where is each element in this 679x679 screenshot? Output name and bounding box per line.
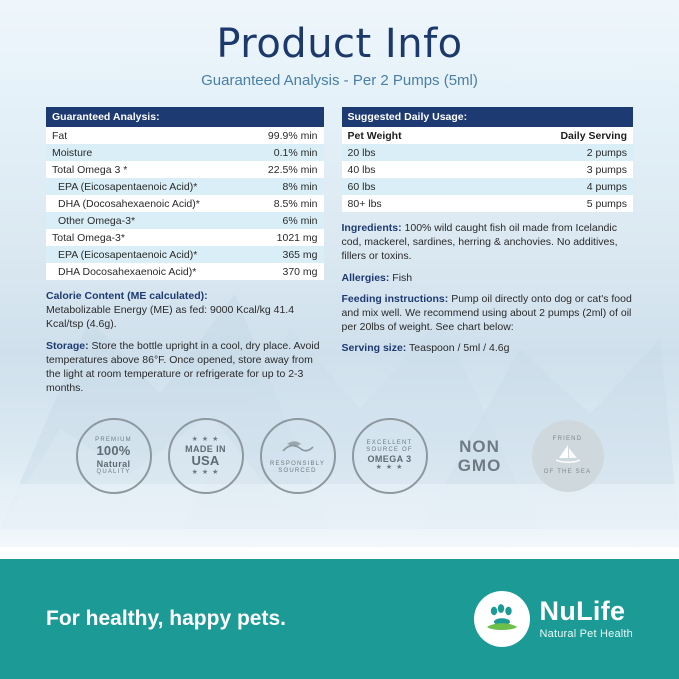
badge-premium-quality xyxy=(76,418,152,494)
ga-label: Fat xyxy=(46,127,246,144)
left-column xyxy=(46,107,324,402)
paw-logo-icon xyxy=(474,591,530,647)
storage-block xyxy=(46,339,324,396)
badge-usa-mid: USA xyxy=(191,452,220,468)
badge-omega-top: EXCELLENT xyxy=(366,440,413,447)
usage-weight: 60 lbs xyxy=(342,178,475,195)
table-row xyxy=(342,195,633,212)
usage-heading: Suggested Daily Usage: xyxy=(342,107,633,127)
ga-value: 370 mg xyxy=(246,263,323,280)
table-row xyxy=(46,161,324,178)
usage-weight: 80+ lbs xyxy=(342,195,475,212)
badge-sea-bottom: OF THE SEA xyxy=(543,469,592,476)
ga-value: 365 mg xyxy=(246,246,323,263)
badge-premium-top: PREMIUM xyxy=(95,436,132,443)
usage-col-weight: Pet Weight xyxy=(342,127,475,144)
allergies-text: Fish xyxy=(389,271,413,284)
fish-wave-icon xyxy=(281,438,315,458)
brand-text xyxy=(540,598,633,640)
page-subtitle: Guaranteed Analysis - Per 2 Pumps (5ml) xyxy=(201,72,478,89)
page-title: Product Info xyxy=(216,21,463,67)
ga-label: DHA Docosahexaenoic Acid)* xyxy=(46,263,246,280)
allergies-label: Allergies: xyxy=(341,271,390,284)
usage-serving: 4 pumps xyxy=(475,178,633,195)
ga-value: 0.1% min xyxy=(246,144,323,161)
table-row xyxy=(46,127,324,144)
storage-text: Store the bottle upright in a cool, dry place. Avoid temperatures above 86°F. Once opened, store away from the light at room temperature or refrigerate for up to 2-3 months. xyxy=(46,339,320,395)
badge-omega-mid: OMEGA 3 xyxy=(367,453,412,464)
ingredients-text: 100% wild caught fish oil made from Icelandic cod, mackerel, sardines, herring & anchovies. No additives, fillers or toxins. xyxy=(341,222,618,263)
ga-label: Other Omega-3* xyxy=(46,212,246,229)
certification-badges xyxy=(0,418,679,494)
badge-premium-mid: Natural xyxy=(96,458,131,469)
ga-label: EPA (Eicosapentaenoic Acid)* xyxy=(46,246,246,263)
brand-name: NuLife xyxy=(539,596,626,626)
table-header-row xyxy=(46,107,324,127)
usage-serving: 2 pumps xyxy=(475,144,633,161)
usage-column-headers xyxy=(342,127,633,144)
stars-icon: ★ ★ ★ xyxy=(191,435,220,443)
calorie-heading: Calorie Content (ME calculated): xyxy=(46,290,208,302)
ga-label: DHA (Docosahexaenoic Acid)* xyxy=(46,195,246,212)
badge-friend-of-the-sea xyxy=(532,420,604,492)
right-text-block xyxy=(342,221,633,355)
badge-omega-big: SOURCE OF xyxy=(366,447,413,453)
badge-gmo-text: GMO xyxy=(457,456,502,476)
table-row xyxy=(342,178,633,195)
footer-bar xyxy=(0,559,679,679)
table-row xyxy=(342,144,633,161)
table-row xyxy=(46,263,324,280)
allergies-block xyxy=(342,271,633,285)
content-columns xyxy=(0,89,679,402)
table-header-row xyxy=(342,107,633,127)
footer-divider xyxy=(0,547,679,559)
ingredients-label: Ingredients: xyxy=(341,222,402,234)
calorie-content-block xyxy=(46,289,324,395)
badge-premium-big: 100% xyxy=(96,442,131,458)
storage-label: Storage: xyxy=(46,339,89,352)
feeding-block xyxy=(342,292,633,335)
badge-premium-bottom: QUALITY xyxy=(96,468,131,475)
badge-responsibly-bottom: RESPONSIBLY SOURCED xyxy=(269,461,326,474)
table-row xyxy=(46,246,324,263)
page-header xyxy=(0,0,679,89)
suggested-usage-table xyxy=(342,107,633,212)
ga-value: 1021 mg xyxy=(246,229,323,246)
footer-tagline: For healthy, happy pets. xyxy=(46,607,286,630)
brand-tagline: Natural Pet Health xyxy=(539,628,633,640)
guaranteed-analysis-table xyxy=(46,107,324,280)
sailboat-icon xyxy=(553,443,583,467)
calorie-text: Metabolizable Energy (ME) as fed: 9000 Kcal/kg 41.4 Kcal/tsp (4.6g). xyxy=(46,304,295,331)
guaranteed-analysis-heading: Guaranteed Analysis: xyxy=(46,107,324,127)
badge-sea-top: FRIEND xyxy=(552,436,583,443)
ga-value: 8.5% min xyxy=(246,195,323,212)
ga-label: Total Omega 3 * xyxy=(46,161,246,178)
table-row xyxy=(342,161,633,178)
usage-serving: 3 pumps xyxy=(475,161,633,178)
serving-size-block xyxy=(342,341,633,355)
table-row xyxy=(46,144,324,161)
feeding-text: Pump oil directly onto dog or cat's food and mix well. We recommend using about 2 pumps (2ml) of oil per 20lbs of weight. See chart below: xyxy=(341,292,632,334)
serving-size-text: Teaspoon / 5ml / 4.6g xyxy=(406,342,510,355)
brand-logo xyxy=(474,591,633,647)
badge-made-in-usa xyxy=(168,418,244,494)
right-column xyxy=(342,107,633,402)
ga-value: 8% min xyxy=(246,178,323,195)
badge-responsibly-sourced xyxy=(260,418,336,494)
stars-icon: ★ ★ ★ xyxy=(375,464,404,472)
usage-weight: 40 lbs xyxy=(342,161,475,178)
badge-non-gmo xyxy=(444,420,516,492)
table-row xyxy=(46,212,324,229)
usage-serving: 5 pumps xyxy=(475,195,633,212)
badge-usa-big: MADE IN xyxy=(185,443,226,454)
table-row xyxy=(46,229,324,246)
ga-label: Moisture xyxy=(46,144,246,161)
ga-label: EPA (Eicosapentaenoic Acid)* xyxy=(46,178,246,195)
ga-value: 6% min xyxy=(246,212,323,229)
table-row xyxy=(46,178,324,195)
feeding-label: Feeding instructions: xyxy=(341,292,449,305)
ga-value: 99.9% min xyxy=(246,127,323,144)
serving-size-label: Serving size: xyxy=(341,342,407,355)
ingredients-block xyxy=(342,221,633,264)
badge-non-text: NON xyxy=(459,436,500,456)
table-row xyxy=(46,195,324,212)
usage-col-serving: Daily Serving xyxy=(475,127,633,144)
ga-label: Total Omega-3* xyxy=(46,229,246,246)
stars-icon: ★ ★ ★ xyxy=(191,468,220,476)
ga-value: 22.5% min xyxy=(246,161,323,178)
usage-weight: 20 lbs xyxy=(342,144,475,161)
badge-excellent-source-omega-3 xyxy=(352,418,428,494)
